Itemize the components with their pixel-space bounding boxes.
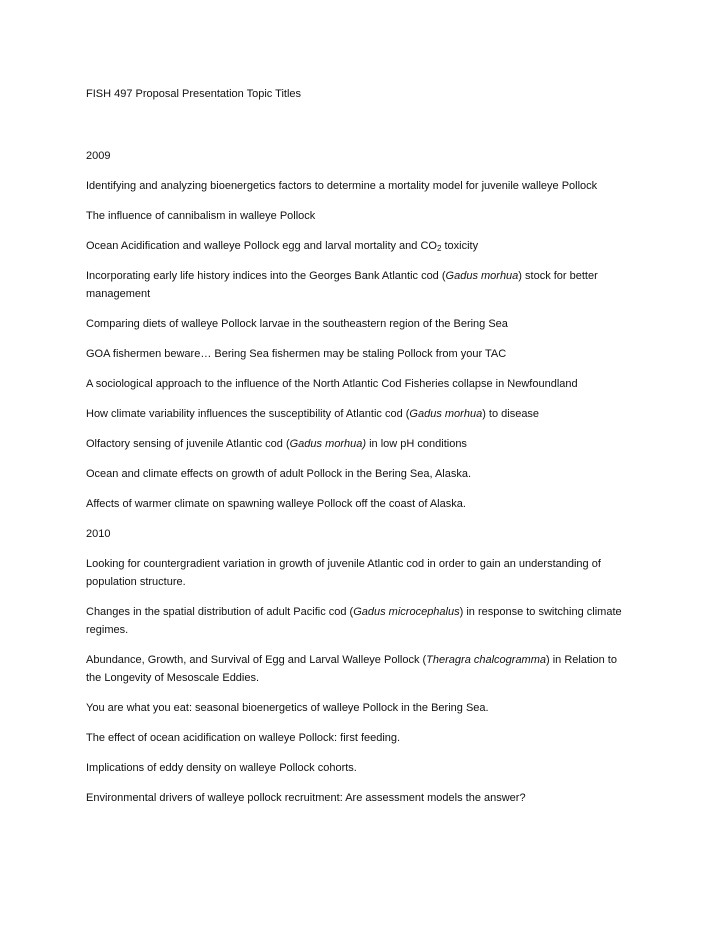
spacer: [86, 639, 634, 651]
year-heading: 2010: [86, 528, 111, 540]
topic-text: A sociological approach to the influence of the North Atlantic Cod Fisheries collapse in Newfoundland: [86, 378, 578, 390]
topic-title: [86, 267, 634, 303]
spacer: [86, 303, 634, 315]
topic-text: The influence of cannibalism in walleye Pollock: [86, 210, 316, 222]
spacer: [86, 513, 634, 525]
topic-text: ) stock for better management: [86, 270, 598, 300]
spacer: [86, 591, 634, 603]
topic-text: Olfactory sensing of juvenile Atlantic cod (: [86, 438, 290, 450]
topic-title: [86, 345, 634, 363]
topic-title: [86, 465, 634, 483]
topic-title: [86, 759, 634, 777]
topic-title: [86, 405, 634, 423]
topic-text: Comparing diets of walleye Pollock larvae in the southeastern region of the Bering Sea: [86, 318, 508, 330]
topic-title: [86, 789, 634, 807]
spacer: [86, 255, 634, 267]
spacer: [86, 363, 634, 375]
topic-text: How climate variability influences the susceptibility of Atlantic cod (: [86, 408, 410, 420]
topic-title: [86, 237, 634, 255]
topic-text: The effect of ocean acidification on walleye Pollock: first feeding.: [86, 732, 401, 744]
species-name: Gadus microcephalus: [353, 606, 460, 618]
spacer: [86, 687, 634, 699]
topic-title: [86, 603, 634, 639]
topic-title: [86, 315, 634, 333]
topic-text: Implications of eddy density on walleye Pollock cohorts.: [86, 762, 357, 774]
spacer: [86, 393, 634, 405]
species-name: Gadus morhua: [445, 270, 519, 282]
topic-title: [86, 699, 634, 717]
year-heading: 2009: [86, 150, 111, 162]
species-name: Gadus morhua: [409, 408, 483, 420]
topic-title: [86, 651, 634, 687]
spacer: [86, 195, 634, 207]
topic-title: [86, 177, 634, 195]
topic-text: toxicity: [441, 240, 479, 252]
topic-text: Looking for countergradient variation in growth of juvenile Atlantic cod in order to gain an understanding of population structure.: [86, 558, 601, 588]
topic-title: [86, 729, 634, 747]
topic-text: GOA fishermen beware… Bering Sea fishermen may be staling Pollock from your TAC: [86, 348, 507, 360]
topic-text: Abundance, Growth, and Survival of Egg and Larval Walleye Pollock (: [86, 654, 427, 666]
spacer: [86, 225, 634, 237]
topic-text: in low pH conditions: [366, 438, 467, 450]
subscript: 2: [436, 244, 442, 253]
topic-text: You are what you eat: seasonal bioenergetics of walleye Pollock in the Bering Sea.: [86, 702, 489, 714]
topic-title: [86, 495, 634, 513]
topic-text: Environmental drivers of walleye pollock recruitment: Are assessment models the answer?: [86, 792, 526, 804]
spacer: [86, 333, 634, 345]
topic-text: ) in response to switching climate regimes.: [86, 606, 622, 636]
species-name: Theragra chalcogramma: [426, 654, 547, 666]
topic-text: Changes in the spatial distribution of adult Pacific cod (: [86, 606, 354, 618]
spacer: [86, 165, 634, 177]
sections-container: [86, 147, 634, 819]
topic-title: [86, 435, 634, 453]
spacer: [86, 747, 634, 759]
topic-text: Ocean and climate effects on growth of adult Pollock in the Bering Sea, Alaska.: [86, 468, 472, 480]
spacer: [86, 423, 634, 435]
topic-text: ) in Relation to the Longevity of Mesoscale Eddies.: [86, 654, 617, 684]
spacer: [86, 807, 634, 819]
spacer: [86, 483, 634, 495]
spacer: [86, 453, 634, 465]
topic-title: [86, 207, 634, 225]
spacer: [86, 717, 634, 729]
document-title: FISH 497 Proposal Presentation Topic Titles: [86, 88, 302, 100]
species-name: Gadus morhua): [289, 438, 367, 450]
topic-text: Affects of warmer climate on spawning walleye Pollock off the coast of Alaska.: [86, 498, 466, 510]
topic-text: Ocean Acidification and walleye Pollock egg and larval mortality and CO: [86, 240, 437, 252]
topic-title: [86, 555, 634, 591]
topic-text: ) to disease: [482, 408, 540, 420]
spacer: [86, 777, 634, 789]
topic-text: Incorporating early life history indices into the Georges Bank Atlantic cod (: [86, 270, 446, 282]
topic-text: Identifying and analyzing bioenergetics factors to determine a mortality model for juvenile walleye Pollock: [86, 180, 598, 192]
spacer: [86, 543, 634, 555]
topic-title: [86, 375, 634, 393]
spacer: [86, 103, 634, 147]
